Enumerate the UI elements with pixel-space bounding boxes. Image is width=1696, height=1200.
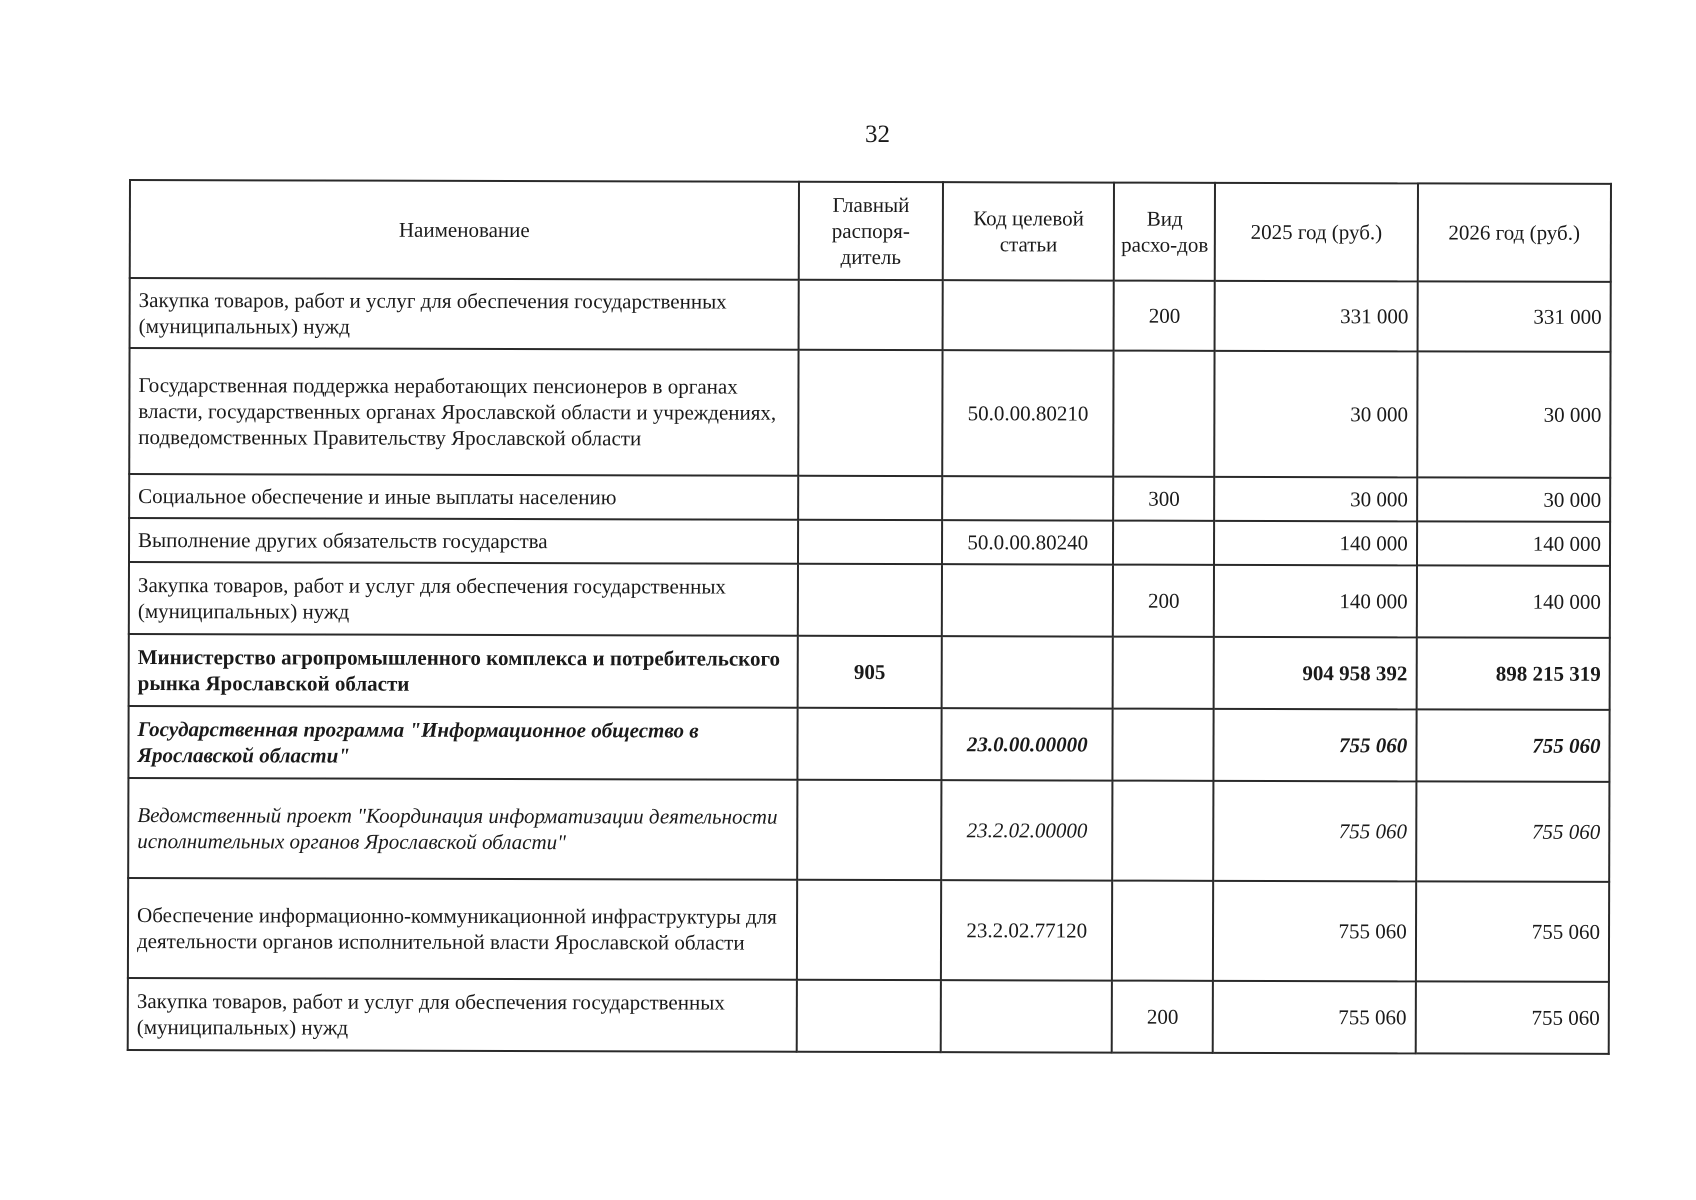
- page-number: 32: [865, 121, 890, 148]
- row-2025: 30 000: [1215, 477, 1417, 522]
- row-glav: [797, 880, 941, 980]
- row-name: Закупка товаров, работ и услуг для обеспечения государственных (муниципальных) нужд: [129, 562, 798, 636]
- row-glav: [798, 280, 942, 350]
- table-row: [128, 978, 1609, 1054]
- row-2026: 331 000: [1417, 281, 1610, 352]
- row-kod: [942, 476, 1113, 520]
- table-row: [128, 878, 1609, 982]
- row-2025: 331 000: [1215, 281, 1417, 352]
- row-name: Закупка товаров, работ и услуг для обеспечения государственных (муниципальных) нужд: [128, 978, 797, 1052]
- row-2025: 30 000: [1215, 351, 1418, 478]
- row-vid: [1113, 709, 1214, 781]
- row-vid: [1114, 351, 1215, 477]
- table-row: [129, 562, 1610, 638]
- row-glav: 905: [798, 636, 942, 708]
- table-header-row: [130, 180, 1611, 282]
- table-row: [129, 348, 1610, 478]
- row-2025: 755 060: [1213, 881, 1416, 982]
- row-2025: 755 060: [1213, 981, 1415, 1054]
- table-row: [129, 518, 1610, 566]
- budget-table: [127, 179, 1612, 1055]
- table-row: [129, 474, 1610, 522]
- table-row: [128, 778, 1609, 882]
- row-glav: [797, 780, 941, 880]
- row-2025: 140 000: [1214, 521, 1416, 566]
- row-name: Закупка товаров, работ и услуг для обеспечения государственных (муниципальных) нужд: [130, 278, 799, 350]
- row-kod: [943, 280, 1114, 350]
- row-2026: 755 060: [1416, 881, 1610, 982]
- row-name: Обеспечение информационно-коммуникационной инфраструктуры для деятельности органов исполнительной власти Ярославской области: [128, 878, 797, 980]
- row-2025: 140 000: [1214, 565, 1416, 638]
- row-2025: 755 060: [1214, 709, 1416, 782]
- header-glav: Главный распоря-дитель: [799, 182, 943, 280]
- row-vid: 200: [1114, 281, 1215, 351]
- table-row: [130, 278, 1611, 352]
- row-kod: 23.2.02.00000: [941, 780, 1112, 880]
- row-glav: [798, 564, 942, 636]
- row-vid: [1112, 881, 1213, 981]
- row-name: Государственная поддержка неработающих пенсионеров в органах власти, государственных органах Ярославской области и учреждениях, подведомственных Правительству Ярославской области: [129, 348, 798, 476]
- header-vid: Вид расхо-дов: [1114, 183, 1215, 281]
- row-kod: [942, 636, 1113, 708]
- row-glav: [797, 708, 941, 780]
- row-2026: 30 000: [1417, 351, 1611, 478]
- row-kod: 23.0.00.00000: [942, 708, 1113, 780]
- row-2025: 904 958 392: [1214, 637, 1416, 710]
- table-row: [129, 634, 1610, 710]
- row-vid: 200: [1112, 981, 1213, 1053]
- header-name: Наименование: [130, 180, 799, 280]
- row-name: Социальное обеспечение и иные выплаты населению: [129, 474, 798, 520]
- row-2026: 898 215 319: [1416, 637, 1610, 710]
- row-vid: [1113, 521, 1214, 565]
- row-2025: 755 060: [1214, 781, 1417, 882]
- row-glav: [797, 980, 941, 1052]
- header-kod: Код целевой статьи: [943, 182, 1114, 280]
- row-name: Государственная программа "Информационное общество в Ярославской области": [128, 706, 797, 780]
- row-name: Ведомственный проект "Координация информатизации деятельности исполнительных органов Ярославской области": [128, 778, 797, 880]
- row-2026: 140 000: [1417, 521, 1610, 566]
- row-kod: 50.0.00.80210: [942, 350, 1114, 476]
- row-kod: [942, 564, 1113, 636]
- table-row: [128, 706, 1609, 782]
- row-vid: [1113, 637, 1214, 709]
- row-name: Министерство агропромышленного комплекса и потребительского рынка Ярославской области: [129, 634, 798, 708]
- row-kod: [941, 980, 1112, 1052]
- row-name: Выполнение других обязательств государства: [129, 518, 798, 564]
- row-glav: [798, 350, 943, 476]
- row-2026: 755 060: [1415, 981, 1609, 1054]
- row-vid: 200: [1113, 565, 1214, 637]
- row-glav: [798, 476, 942, 520]
- header-2026: 2026 год (руб.): [1417, 183, 1611, 282]
- row-glav: [798, 520, 942, 564]
- row-2026: 140 000: [1416, 565, 1610, 638]
- row-2026: 30 000: [1417, 477, 1610, 522]
- row-vid: 300: [1113, 477, 1214, 521]
- header-2025: 2025 год (руб.): [1215, 183, 1418, 282]
- row-vid: [1112, 781, 1213, 881]
- row-2026: 755 060: [1416, 709, 1610, 782]
- row-2026: 755 060: [1416, 781, 1610, 882]
- row-kod: 23.2.02.77120: [941, 880, 1112, 980]
- row-kod: 50.0.00.80240: [942, 520, 1113, 564]
